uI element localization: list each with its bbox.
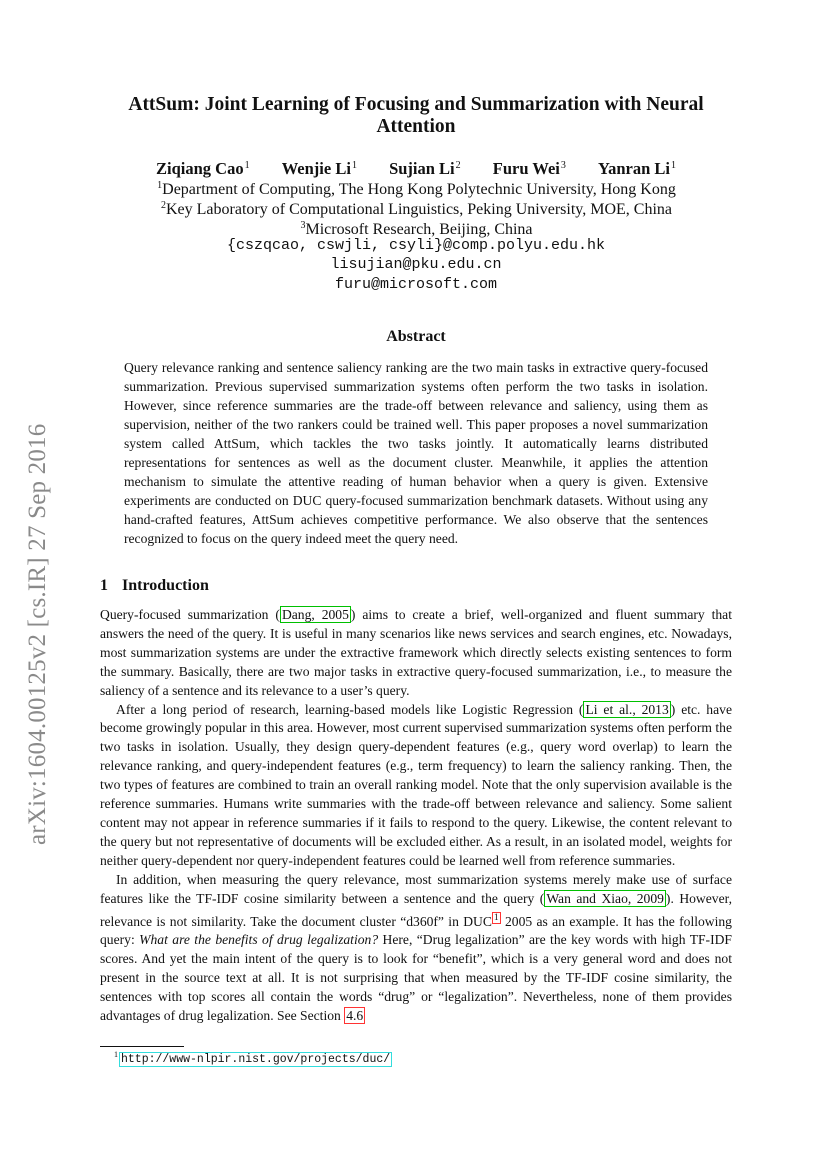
footnote-number: 1 <box>114 1050 118 1059</box>
citation-link[interactable]: Wan and Xiao, 2009 <box>546 890 664 906</box>
affiliation-text: Department of Computing, The Hong Kong Polytechnic University, Hong Kong <box>162 181 676 198</box>
abstract-text: Query relevance ranking and sentence saliency ranking are the two main tasks in extractive query-focused summarization. Previous supervised summarization systems often perform the two tasks in isolation. However, since reference summaries are the trade-off between relevance and saliency, using them as supervision, neither of the two rankers could be trained well. This paper proposes a novel summarization system called AttSum, which tackles the two tasks jointly. It automatically learns distributed representations for sentences as well as the document cluster. Meanwhile, it applies the attention mechanism to simulate the attentive reading of human behavior when a query is given. Extensive experiments are conducted on DUC query-focused summarization benchmark datasets. Without using any hand-crafted features, AttSum achieves competitive performance. We also observe that the sentences recognized to focus on the query indeed meet the query need. <box>124 360 708 546</box>
paragraph-text: In addition, when measuring the query relevance, most summarization systems merely make use of surface features like the TF-IDF cosine similarity between a sentence and the query ( <box>100 871 732 906</box>
citation-link[interactable]: Dang, 2005 <box>281 607 349 622</box>
paragraph <box>100 701 732 871</box>
affiliation-text: Key Laboratory of Computational Linguistics, Peking University, MOE, China <box>166 201 672 218</box>
abstract-heading: Abstract <box>386 328 446 345</box>
author-email: lisujian@pku.edu.cn <box>330 256 502 273</box>
arxiv-identifier[interactable]: arXiv:1604.00125v2 [cs.IR] 27 Sep 2016 <box>24 423 51 845</box>
paper-title: AttSum: Joint Learning of Focusing and Summarization with Neural Attention <box>128 94 704 137</box>
footnote <box>114 1050 392 1066</box>
paragraph <box>100 606 732 701</box>
footnote-divider <box>100 1046 184 1047</box>
affiliation-text: Microsoft Research, Beijing, China <box>305 221 533 238</box>
author-email: {cszqcao, cswjli, csyli}@comp.polyu.edu.hk <box>226 237 606 254</box>
affiliation-mark: 1 <box>670 160 676 171</box>
affiliation-mark: 1 <box>244 160 250 171</box>
footnote-url-link[interactable]: http://www-nlpir.nist.gov/projects/duc/ <box>121 1053 391 1066</box>
citation-link[interactable]: Li et al., 2013 <box>585 701 669 717</box>
section-title: Introduction <box>122 577 209 594</box>
author-name: Ziqiang Cao <box>156 159 244 178</box>
paragraph-text: 2005 as an example. It has the following query: <box>100 913 732 948</box>
affiliation-number: 2 <box>161 200 166 211</box>
affiliation-mark: 2 <box>455 160 461 171</box>
body-text <box>100 606 732 1026</box>
section-number: 1 <box>100 577 108 594</box>
affiliation-mark: 3 <box>560 160 566 171</box>
affiliation-number: 1 <box>157 180 163 191</box>
paragraph-text: ) aims to create a brief, well-organized and fluent summary that answers the need of the query. It is useful in many scenarios like news services and search engines, etc. Nowadays, most summarization systems are under the extractive framework which directly selects existing sentences to form the summary. Basically, there are two major tasks in extractive query-focused summarization, i.e., to measure the saliency of a sentence and its relevance to a user’s query. <box>100 607 732 698</box>
section-heading <box>100 577 209 595</box>
paragraph-text: After a long period of research, learning-based models like Logistic Regression ( <box>116 701 584 717</box>
paragraph-text: Query-focused summarization ( <box>100 607 280 622</box>
author-email: furu@microsoft.com <box>334 276 498 293</box>
section-reference-link[interactable]: 4.6 <box>346 1008 364 1024</box>
footnote-link[interactable]: 1 <box>493 912 499 923</box>
paragraph-text: ) etc. have become growingly popular in this area. However, most current supervised summarization systems often perform the two tasks in isolation. Usually, they design query-dependent features (e.g., query word overlap) to learn the relevance ranking, and query-independent features (e.g., term frequency) to learn the saliency ranking. Then, the two types of features are combined to train an overall ranking model. Note that the only supervision available is the reference summaries. Humans write summaries with the trade-off between relevance and saliency. Some salient content may not appear in reference summaries if it fails to respond to the query. Likewise, the content relevant to the query but not representative of documents will be excluded either. As a result, in an isolated model, weights for neither query-dependent nor query-independent features could be learned well from reference summaries. <box>100 701 732 868</box>
affiliation-number: 3 <box>300 220 306 231</box>
paragraph-text: ). However, relevance is not similarity. Take the document cluster “d360f” in DUC <box>100 890 732 929</box>
author-name: Sujian Li <box>389 159 455 178</box>
paragraph <box>100 871 732 1026</box>
author-name: Wenjie Li <box>281 159 351 178</box>
author-name: Furu Wei <box>492 159 560 178</box>
paragraph-text: Here, “Drug legalization” are the key words with high TF-IDF scores. And yet the main intent of the query is to look for “benefit”, which is a very general word and does not present in the source text at all. It is not surprising that when measured by the TF-IDF cosine similarity, the sentences with top scores all contain the words “drug” or “legalization”. Nevertheless, none of them provides advantages of drug legalization. See Section <box>100 932 732 1024</box>
author-name: Yanran Li <box>597 159 670 178</box>
affiliation-mark: 1 <box>351 160 357 171</box>
query-example: What are the benefits of drug legalization? <box>139 932 379 948</box>
